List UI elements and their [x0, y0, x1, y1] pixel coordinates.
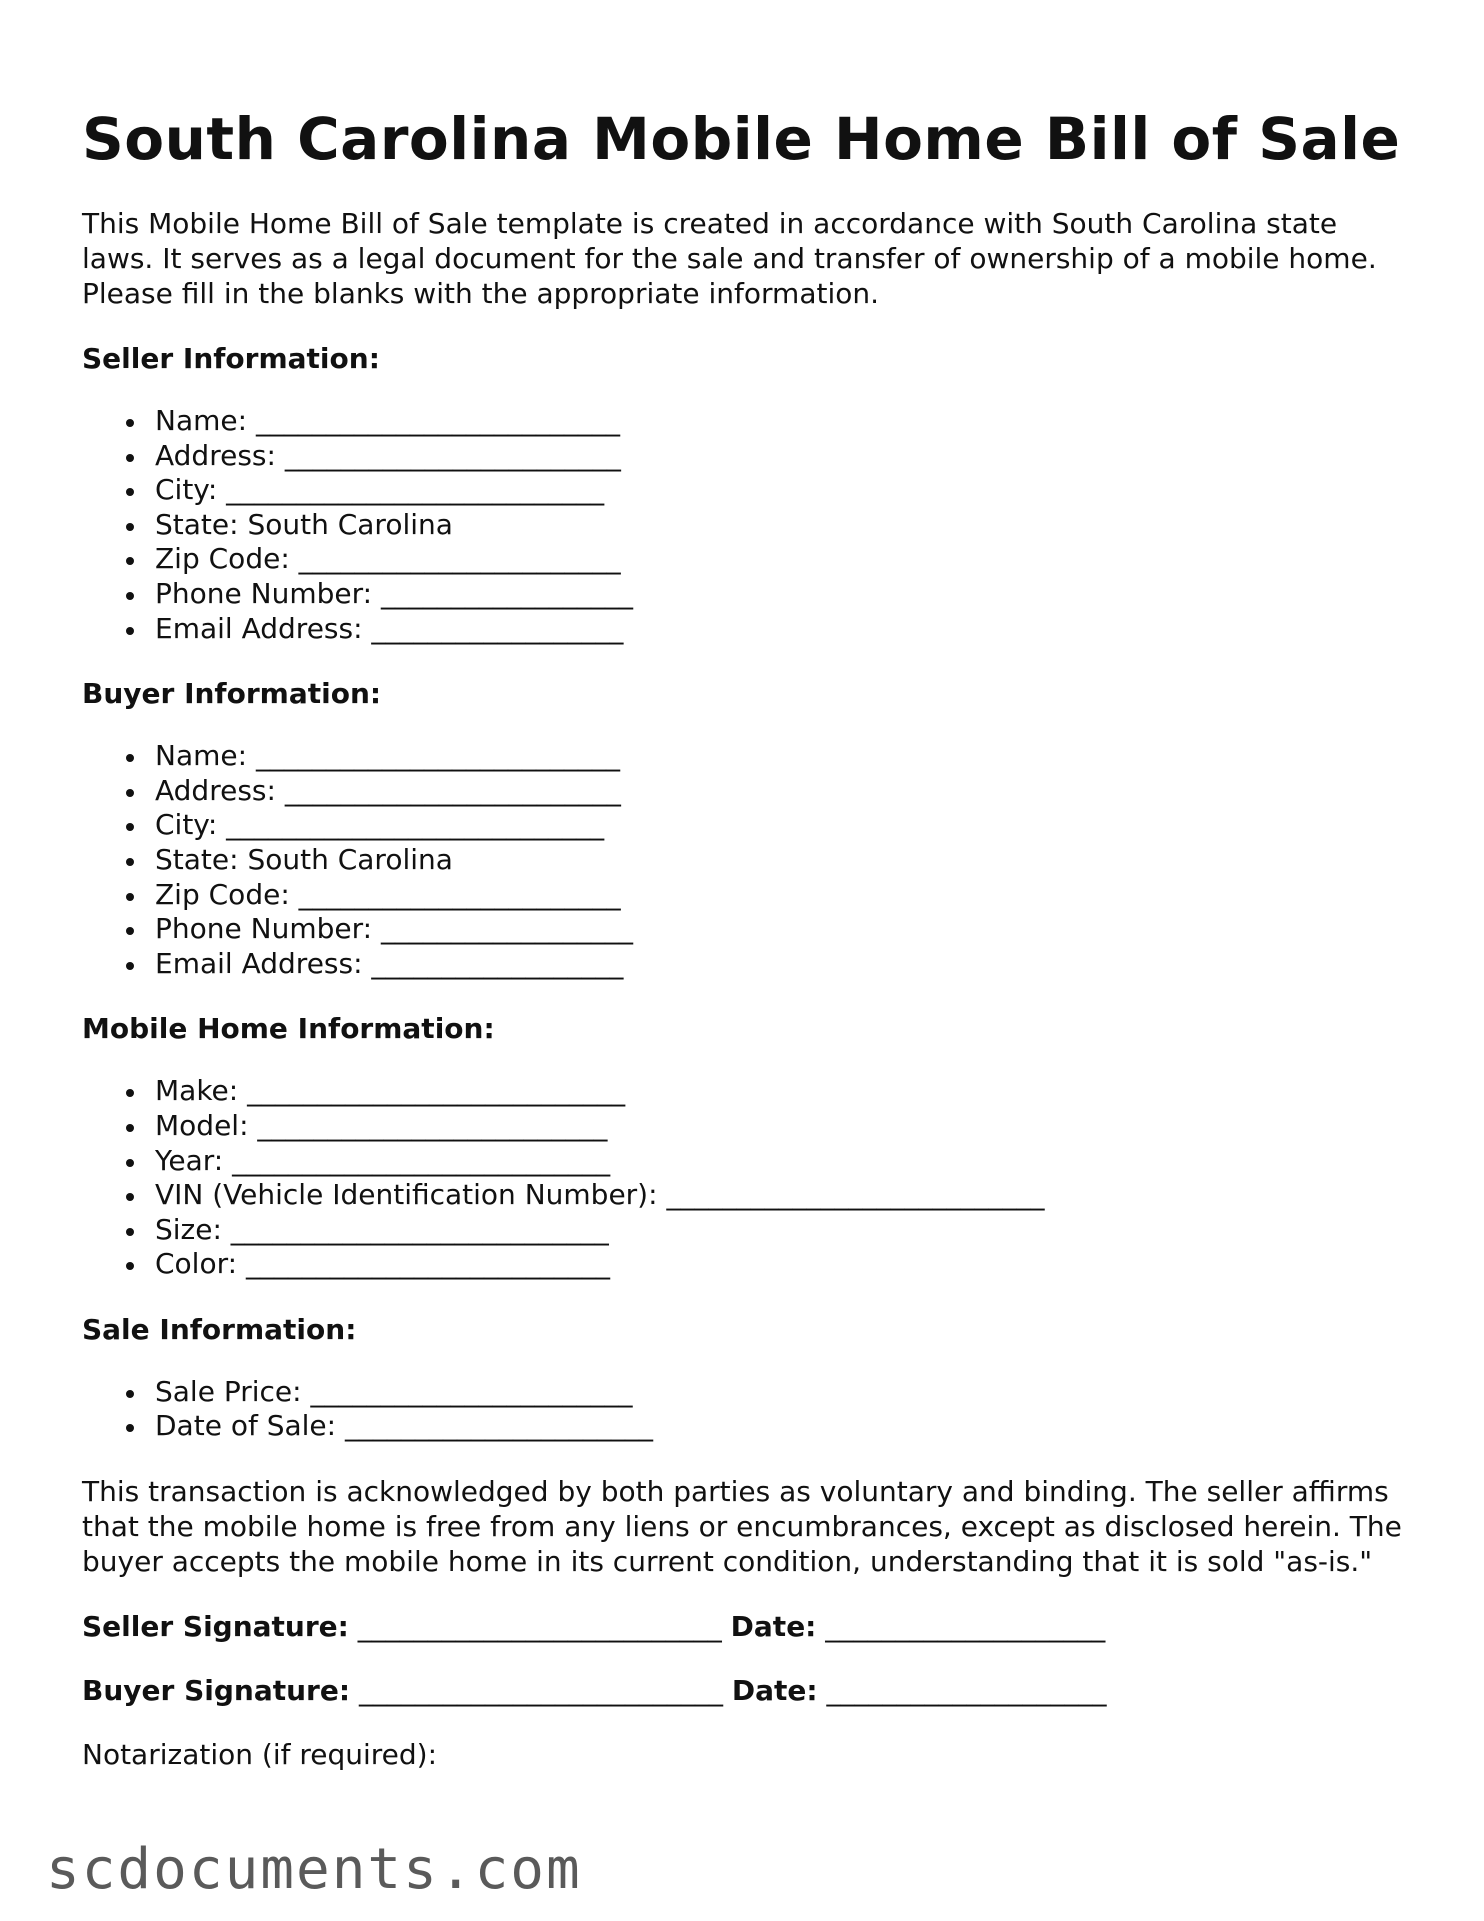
mobile-home-heading: Mobile Home Information: — [82, 1012, 495, 1046]
seller-state-field: State: South Carolina — [155, 508, 1412, 543]
intro-paragraph: This Mobile Home Bill of Sale template is created in accordance with South Carolina state laws. It serves as a legal document for the sale and transfer of ownership of a mobile home. Please fill in the blanks with the appropriate information. — [82, 207, 1377, 310]
seller-date-label: Date: — [730, 1610, 817, 1644]
sale-heading: Sale Information: — [82, 1312, 357, 1346]
seller-city-field: City: ___________________________ — [155, 473, 1412, 508]
notarization-text: Notarization (if required): — [82, 1738, 438, 1772]
document-title: South Carolina Mobile Home Bill of Sale — [82, 105, 1401, 173]
buyer-city-field: City: ___________________________ — [155, 808, 1412, 843]
year-field: Year: ___________________________ — [155, 1144, 1412, 1179]
buyer-email-field: Email Address: __________________ — [155, 947, 1412, 982]
buyer-date-blank: ____________________ — [826, 1674, 1107, 1708]
model-field: Model: _________________________ — [155, 1109, 1412, 1144]
seller-name-field: Name: __________________________ — [155, 404, 1412, 439]
seller-phone-field: Phone Number: __________________ — [155, 577, 1412, 612]
seller-signature-label: Seller Signature: — [82, 1610, 349, 1644]
mobile-home-section — [82, 1011, 1412, 1282]
buyer-field-list — [82, 739, 1412, 981]
seller-email-field: Email Address: __________________ — [155, 612, 1412, 647]
seller-section — [82, 341, 1412, 646]
seller-address-field: Address: ________________________ — [155, 439, 1412, 474]
seller-heading: Seller Information: — [82, 342, 380, 375]
seller-zip-field: Zip Code: _______________________ — [155, 542, 1412, 577]
buyer-state-field: State: South Carolina — [155, 843, 1412, 878]
buyer-heading: Buyer Information: — [82, 677, 382, 711]
buyer-signature-line — [82, 1673, 1412, 1708]
seller-field-list — [82, 404, 1412, 646]
seller-signature-blank: __________________________ — [357, 1610, 722, 1644]
buyer-signature-label: Buyer Signature: — [82, 1674, 351, 1708]
make-field: Make: ___________________________ — [155, 1074, 1412, 1109]
buyer-date-label: Date: — [731, 1674, 818, 1708]
closing-paragraph: This transaction is acknowledged by both parties as voluntary and binding. The seller affirms that the mobile home is free from any liens or encumbrances, except as disclosed herein. The buyer accepts the mobile home in its current condition, understanding that it is sold "as-is." — [82, 1475, 1402, 1579]
buyer-phone-field: Phone Number: __________________ — [155, 912, 1412, 947]
sale-field-list — [82, 1375, 1412, 1444]
buyer-signature-blank: __________________________ — [358, 1674, 723, 1708]
document-page — [82, 100, 1412, 1772]
sale-price-field: Sale Price: _______________________ — [155, 1375, 1412, 1410]
buyer-address-field: Address: ________________________ — [155, 774, 1412, 809]
site-watermark: scdocuments.com — [46, 1837, 582, 1902]
buyer-name-field: Name: __________________________ — [155, 739, 1412, 774]
buyer-section — [82, 676, 1412, 981]
color-field: Color: __________________________ — [155, 1247, 1412, 1282]
mobile-home-field-list — [82, 1074, 1412, 1282]
size-field: Size: ___________________________ — [155, 1213, 1412, 1248]
buyer-zip-field: Zip Code: _______________________ — [155, 878, 1412, 913]
vin-field: VIN (Vehicle Identification Number): ___________________________ — [155, 1178, 1412, 1213]
seller-signature-line — [82, 1609, 1412, 1644]
sale-section — [82, 1312, 1412, 1444]
date-of-sale-field: Date of Sale: ______________________ — [155, 1409, 1412, 1444]
seller-date-blank: ____________________ — [825, 1610, 1106, 1644]
